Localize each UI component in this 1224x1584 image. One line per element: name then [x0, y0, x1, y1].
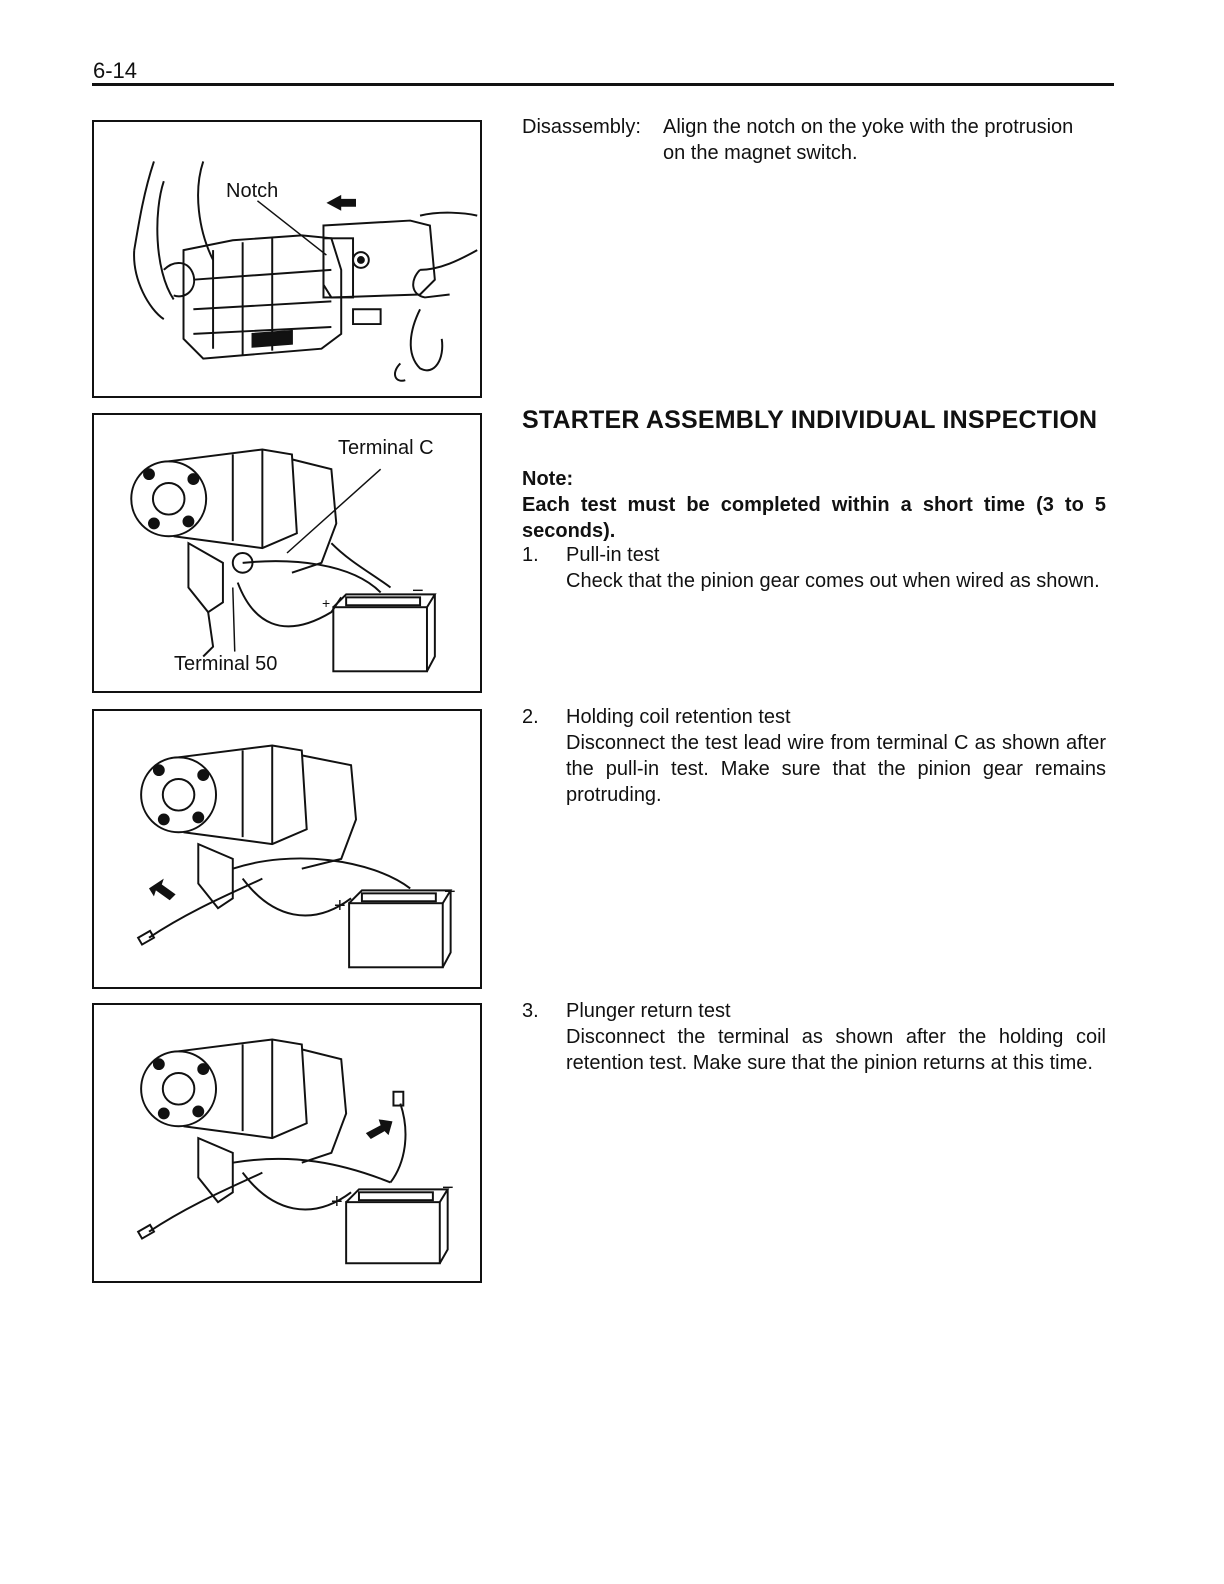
starter-disassembly-illustration — [94, 122, 480, 396]
test-3-title: Plunger return test — [566, 1000, 731, 1022]
header-rule — [92, 83, 1114, 86]
test-1-number: 1. — [522, 544, 539, 566]
test-item-3 — [522, 998, 1106, 1076]
test-1-body: Check that the pinion gear comes out when wired as shown. — [566, 570, 1100, 592]
section-title: STARTER ASSEMBLY INDIVIDUAL INSPECTION — [522, 406, 1098, 434]
test-item-2 — [522, 704, 1106, 808]
disassembly-text-line2: on the magnet switch. — [663, 142, 858, 164]
battery-minus-label: − — [442, 1177, 454, 1199]
battery-plus-label: + — [331, 1191, 343, 1213]
holding-coil-illustration — [94, 711, 480, 987]
test-2-number: 2. — [522, 706, 539, 728]
battery-minus-label: − — [412, 580, 424, 602]
test-3-body: Disconnect the terminal as shown after the holding coil retention test. Make sure that the pinion returns at this time. — [566, 1026, 1106, 1074]
terminal-c-label: Terminal C — [338, 437, 434, 459]
battery-plus-label: + — [322, 595, 331, 611]
battery-minus-label: − — [444, 881, 456, 903]
figure-plunger-return-test — [92, 1003, 482, 1283]
test-2-body: Disconnect the test lead wire from terminal C as shown after the pull-in test. Make sure that the pinion gear remains protruding. — [566, 732, 1106, 806]
plunger-return-illustration — [94, 1005, 480, 1281]
test-item-1 — [522, 542, 1106, 594]
test-1-title: Pull-in test — [566, 544, 660, 566]
notch-label: Notch — [226, 180, 279, 202]
figure-notch-alignment — [92, 120, 482, 398]
disassembly-label: Disassembly: — [522, 116, 641, 138]
battery-plus-label: + — [334, 895, 346, 917]
note-label: Note: — [522, 468, 574, 490]
note-text: Each test must be completed within a short time (3 to 5 seconds). — [522, 494, 1106, 542]
terminal-50-label: Terminal 50 — [174, 653, 278, 675]
test-3-number: 3. — [522, 1000, 539, 1022]
figure-pull-in-test — [92, 413, 482, 693]
disassembly-text-line1: Align the notch on the yoke with the protrusion — [663, 116, 1074, 138]
figure-holding-coil-test — [92, 709, 482, 989]
page-number: 6-14 — [93, 58, 138, 83]
test-2-title: Holding coil retention test — [566, 706, 791, 728]
